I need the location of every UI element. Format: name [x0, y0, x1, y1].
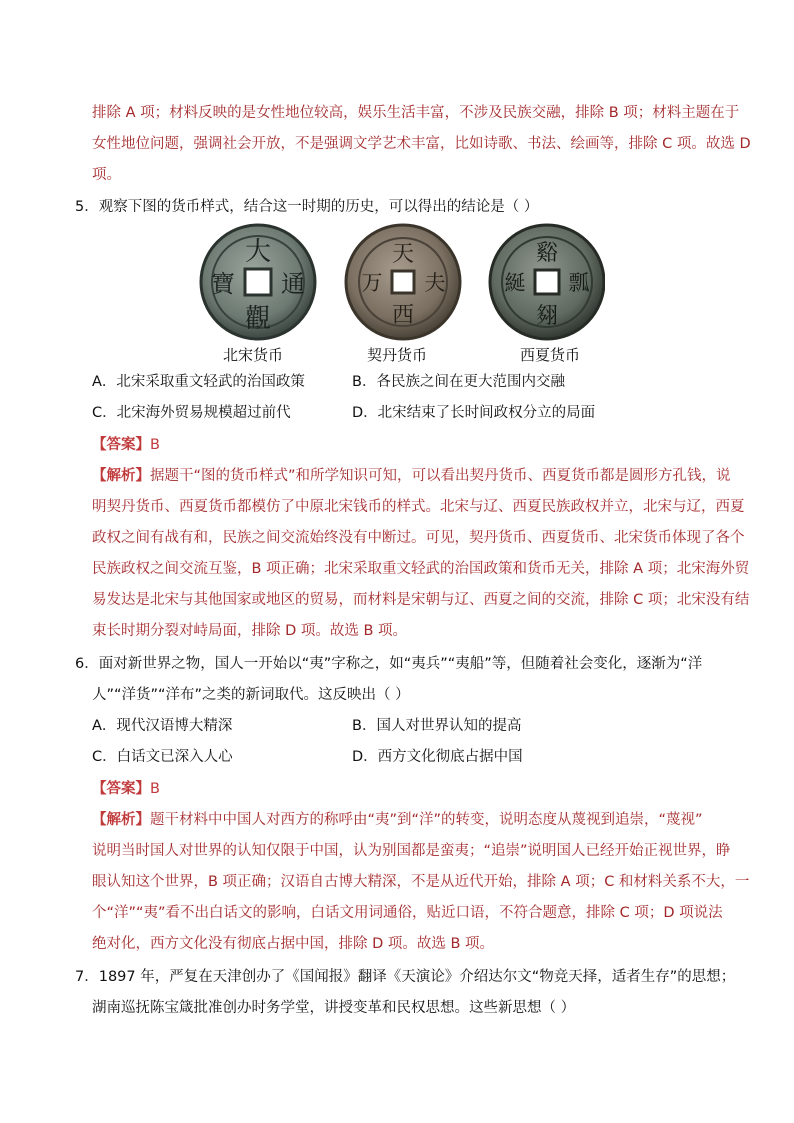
q5-analysis-line-6: 束长时期分裂对峙局面，排除 D 项。故选 B 项。 [92, 623, 408, 639]
q5-analysis-line-3: 政权之间有战有和，民族之间交流始终没有中断过。可见，契丹货币、西夏货币、北宋货币体现了各个 [92, 530, 745, 546]
q5-stem: 5．观察下图的货币样式，结合这一时期的历史，可以得出的结论是（ ） [75, 199, 539, 215]
q5-answer-tag: 【答案】 [92, 437, 150, 453]
q7-stem-line-1: 7．1897 年，严复在天津创办了《国闻报》翻译《天演论》介绍达尔文“物竞天择，适者生存”的思想； [75, 969, 736, 985]
coin1-char-top: 大 [244, 237, 272, 267]
q6-stem-line-2: 人”“洋货”“洋布”之类的新词取代。这反映出（ ） [92, 687, 410, 703]
q6-analysis-tag: 【解析】 [92, 812, 150, 828]
q6-analysis-line-4: 个“洋”“夷”看不出白话文的影响，白话文用词通俗，贴近口语，不符合题意，排除 C 项；D 项说法 [92, 905, 723, 921]
q5-option-c: C．北宋海外贸易规模超过前代 [92, 405, 291, 421]
coin3-char-left: 綖 [504, 271, 526, 295]
coin-images [195, 222, 605, 342]
q5-option-a: A．北宋采取重文轻武的治国政策 [92, 374, 305, 390]
q5-analysis-tag: 【解析】 [92, 468, 150, 484]
q4-analysis-line-2: 女性地位问题，强调社会开放，不是强调文学艺术丰富，比如诗歌、书法、绘画等，排除 C 项。故选 D [92, 136, 751, 152]
coin2-char-bottom: 西 [391, 303, 415, 328]
coin3-char-top: 谿 [535, 241, 559, 266]
q5-analysis-line-1 [92, 466, 731, 486]
q6-analysis-line-3: 眼认知这个世界，B 项正确；汉语自古博大精深，不是从近代开始，排除 A 项；C 和材料关系不大，一 [92, 874, 750, 890]
q5-answer-value: B [150, 437, 160, 453]
coin1-char-left: 寶 [211, 270, 235, 298]
northern-song-coin [201, 225, 315, 339]
q5-analysis-line-5: 易发达是北宋与其他国家或地区的贸易，而材料是宋朝与辽、西夏之间的交流，排除 C 项；北宋没有结 [92, 592, 750, 608]
q6-option-b: B．国人对世界认知的提高 [352, 718, 522, 734]
q7-stem-line-2: 湖南巡抚陈宝箴批准创办时务学堂，讲授变革和民权思想。这些新思想（ ） [92, 1000, 576, 1016]
q6-analysis-text-1: 题干材料中中国人对西方的称呼由“夷”到“洋”的转变，说明态度从蔑视到追崇，“蔑视” [150, 812, 703, 828]
q5-option-b: B．各民族之间在更大范围内交融 [352, 374, 565, 390]
q5-answer [92, 435, 160, 455]
q6-option-d: D．西方文化彻底占据中国 [352, 749, 523, 765]
q5-coin-figure [195, 222, 605, 367]
coin1-char-right: 通 [281, 270, 305, 298]
coin1-char-bottom: 觀 [244, 304, 272, 334]
q6-analysis-line-2: 说明当时国人对世界的认知仅限于中国，认为别国都是蛮夷；“追崇”说明国人已经开始正视世界，睁 [92, 843, 731, 859]
coin-label-northern-song: 北宋货币 [223, 347, 284, 364]
coin2-char-right: 夫 [424, 271, 446, 295]
khitan-coin [346, 225, 460, 339]
coin3-char-right: 瓢 [568, 271, 590, 295]
q6-analysis-line-1 [92, 810, 703, 830]
q5-option-d: D．北宋结束了长时间政权分立的局面 [352, 405, 596, 421]
q5-analysis-text-1: 据题干“图的货币样式”和所学知识可知，可以看出契丹货币、西夏货币都是圆形方孔钱，说 [150, 468, 731, 484]
q6-answer-value: B [150, 781, 160, 797]
western-xia-coin [490, 225, 604, 339]
coin3-char-bottom: 翗 [535, 304, 559, 329]
q6-analysis-line-5: 绝对化，西方文化没有彻底占据中国，排除 D 项。故选 B 项。 [92, 936, 495, 952]
q4-analysis-line-3: 项。 [92, 167, 121, 183]
q6-stem-line-1: 6．面对新世界之物，国人一开始以“夷”字称之，如“夷兵”“夷船”等，但随着社会变化，逐渐为“洋 [75, 656, 703, 672]
coin-label-khitan: 契丹货币 [367, 347, 428, 364]
coin2-char-left: 万 [361, 271, 383, 295]
q6-answer [92, 779, 160, 799]
q5-analysis-line-2: 明契丹货币、西夏货币都模仿了中原北宋钱币的样式。北宋与辽、西夏民族政权并立，北宋与辽，西夏 [92, 499, 745, 515]
q6-option-a: A．现代汉语博大精深 [92, 718, 233, 734]
coin2-char-top: 天 [391, 242, 415, 267]
q4-analysis-line-1: 排除 A 项；材料反映的是女性地位较高，娱乐生活丰富，不涉及民族交融，排除 B 项；材料主题在于 [92, 105, 740, 121]
coin-label-western-xia: 西夏货币 [520, 347, 581, 364]
q6-answer-tag: 【答案】 [92, 781, 150, 797]
q5-analysis-line-4: 民族政权之间交流互鉴，B 项正确；北宋采取重文轻武的治国政策和货币无关，排除 A 项；北宋海外贸 [92, 561, 750, 577]
q6-option-c: C．白话文已深入人心 [92, 749, 233, 765]
